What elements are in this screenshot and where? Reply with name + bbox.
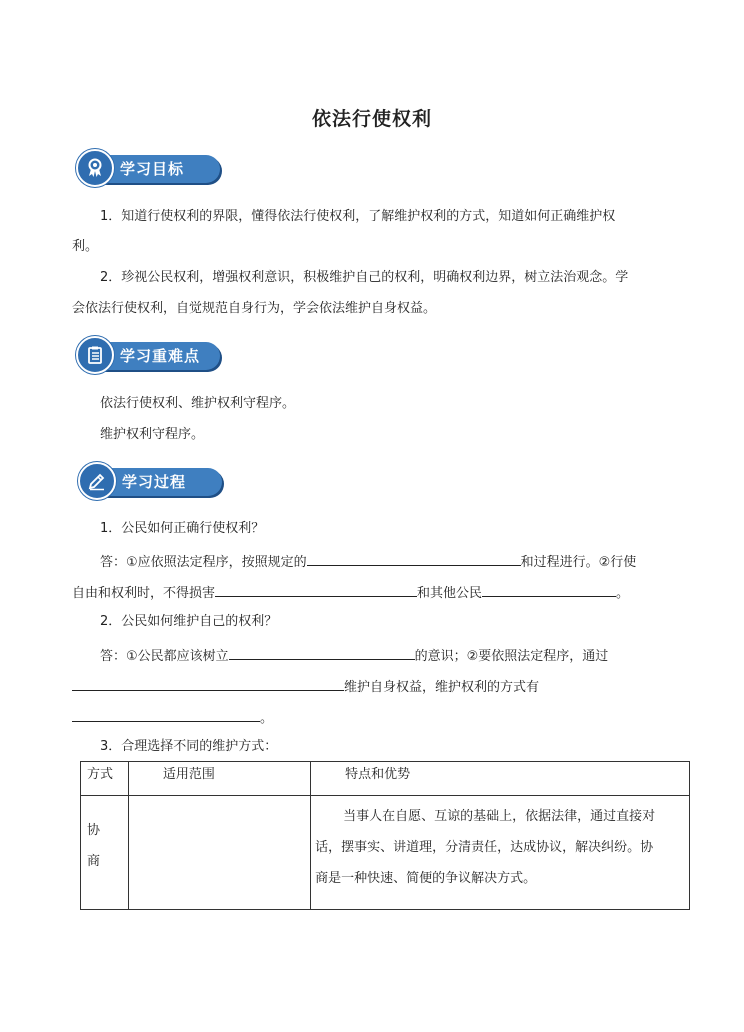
- answer-2-line-3: [72, 708, 273, 727]
- section-banner-goals: [76, 149, 226, 187]
- cell-text: 话，摆事实、讲道理，分清责任，达成协议，解决纠纷。协: [315, 840, 654, 855]
- answer-text: 答：①公民都应该树立: [100, 649, 229, 664]
- answer-text: 。: [260, 711, 274, 726]
- cell-text: 商: [87, 854, 101, 869]
- question-3: 3．合理选择不同的维护方式：: [100, 739, 278, 754]
- header-cell-scope: 适用范围: [128, 762, 310, 796]
- answer-text: 维护自身权益，维护权利的方式有: [344, 680, 540, 695]
- fill-blank[interactable]: [307, 552, 521, 566]
- section-heading: 学习目标: [120, 160, 185, 178]
- focus-difficult-point: 维护权利守程序。: [100, 427, 205, 442]
- header-cell-feature: 特点和优势: [311, 762, 690, 796]
- fill-blank[interactable]: [72, 677, 344, 691]
- answer-text: 。: [616, 586, 630, 601]
- section-heading: 学习重难点: [120, 347, 201, 365]
- answer-text: 自由和权利时，不得损害: [72, 586, 216, 601]
- section-banner-focus: [76, 336, 226, 374]
- cell-text: 当事人在自愿、互谅的基础上，依据法律，通过直接对: [343, 809, 656, 824]
- page-title: 依法行使权利: [311, 108, 432, 130]
- answer-text: 答：①应依照法定程序，按照规定的: [100, 555, 307, 570]
- section-banner-process: [78, 462, 228, 500]
- cell-text: 商是一种快速、简便的争议解决方式。: [315, 871, 537, 886]
- fill-blank[interactable]: [229, 646, 415, 660]
- fill-blank[interactable]: [215, 583, 417, 597]
- question-2: 2．公民如何维护自己的权利？: [100, 614, 278, 629]
- answer-1-line-1: [100, 552, 636, 571]
- table-header-row: [81, 762, 690, 796]
- clipboard-checklist-icon: [76, 336, 114, 374]
- fill-blank[interactable]: [72, 708, 260, 722]
- answer-text: 和其他公民: [417, 586, 483, 601]
- answer-1-line-2: [72, 583, 629, 602]
- cell-scope: [128, 796, 310, 910]
- methods-table: [80, 761, 690, 910]
- answer-2-line-2: [72, 677, 539, 696]
- award-ribbon-icon: [76, 149, 114, 187]
- cell-method: [81, 796, 129, 910]
- answer-text: 的意识；②要依照法定程序，通过: [414, 649, 609, 664]
- fill-blank[interactable]: [482, 583, 616, 597]
- pencil-edit-icon: [78, 462, 116, 500]
- table-row: [81, 796, 690, 910]
- question-1: 1．公民如何正确行使权利？: [100, 521, 265, 536]
- goal-item-1-line-1: 1．知道行使权利的界限，懂得依法行使权利，了解维护权利的方式，知道如何正确维护权: [100, 209, 616, 224]
- cell-feature: [311, 796, 690, 910]
- section-heading: 学习过程: [122, 473, 187, 491]
- cell-text: 协: [87, 823, 101, 838]
- answer-text: 和过程进行。②行使: [520, 555, 637, 570]
- answer-2-line-1: [100, 646, 608, 665]
- goal-item-2-line-2: 会依法行使权利，自觉规范自身行为，学会依法维护自身权益。: [72, 301, 437, 316]
- goal-item-2-line-1: 2．珍视公民权利，增强权利意识，积极维护自己的权利，明确权利边界，树立法治观念。学: [100, 270, 629, 285]
- goal-item-1-line-2: 利。: [72, 239, 99, 254]
- focus-key-point: 依法行使权利、维护权利守程序。: [100, 396, 296, 411]
- header-cell-method: 方式: [81, 762, 129, 796]
